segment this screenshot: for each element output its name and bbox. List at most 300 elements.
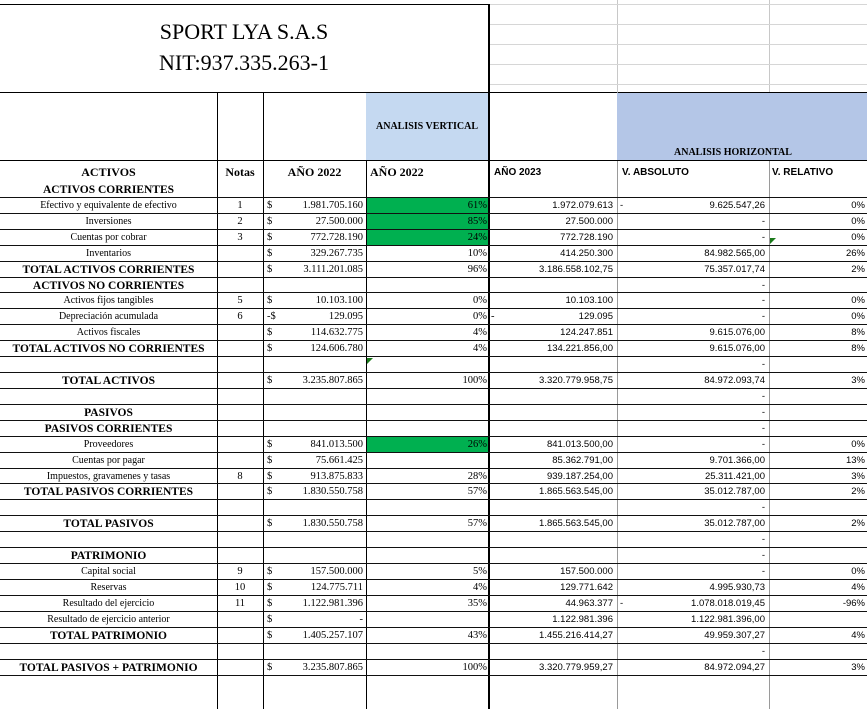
row-label[interactable]: Depreciación acumulada (58, 311, 159, 322)
row-value-2022[interactable]: 75.661.425 (315, 455, 363, 466)
row-vertical-pct[interactable]: 100% (462, 375, 487, 386)
row-rel-variation[interactable]: 0% (851, 439, 865, 450)
row-value-2023[interactable] (490, 501, 613, 515)
row-abs-variation[interactable]: 49.959.307,27 (704, 630, 765, 641)
row-currency[interactable]: $ (267, 486, 273, 497)
row-abs-variation[interactable]: - (761, 439, 765, 450)
row-label[interactable]: TOTAL ACTIVOS CORRIENTES (22, 264, 195, 276)
border-line (0, 261, 867, 262)
row-label[interactable]: Cuentas por pagar (72, 455, 145, 466)
row-label[interactable]: TOTAL ACTIVOS (62, 375, 155, 387)
row-value-2022[interactable]: 10.103.100 (315, 295, 363, 306)
row-notas[interactable] (217, 517, 263, 531)
row-vertical-pct[interactable] (370, 533, 487, 547)
border-line (263, 92, 264, 709)
row-currency[interactable]: $ (267, 295, 273, 306)
row-value-2023[interactable]: 129.095 (578, 311, 613, 322)
row-value-2023[interactable]: 129.771.642 (560, 582, 613, 593)
row-vertical-pct[interactable]: 4% (473, 327, 487, 338)
row-value-2023[interactable] (490, 358, 613, 372)
comment-marker-icon (770, 238, 776, 244)
row-abs-variation[interactable]: 84.972.094,27 (704, 662, 765, 673)
row-value-2023[interactable] (490, 406, 613, 420)
row-vertical-pct[interactable]: 0% (473, 295, 487, 306)
row-abs-variation[interactable]: - (761, 359, 765, 370)
row-notas[interactable] (217, 390, 263, 404)
row-abs-variation[interactable]: 35.012.787,00 (704, 486, 765, 497)
row-vertical-pct[interactable]: 24% (467, 232, 487, 243)
row-label[interactable] (0, 358, 217, 372)
row-value-2023[interactable] (490, 279, 613, 293)
row-rel-variation[interactable]: 3% (851, 471, 865, 482)
row-notas[interactable]: 9 (237, 566, 243, 577)
row-currency[interactable]: $ (267, 662, 273, 673)
row-notas[interactable] (217, 374, 263, 388)
row-value-2022[interactable]: 3.111.201.085 (303, 264, 363, 275)
row-notas[interactable]: 6 (237, 311, 243, 322)
col-header-abs[interactable]: V. ABSOLUTO (622, 167, 689, 178)
row-rel-variation[interactable]: 4% (851, 630, 865, 641)
row-label[interactable]: Capital social (81, 566, 136, 577)
row-value-2023[interactable]: 414.250.300 (560, 248, 613, 259)
row-label[interactable] (0, 501, 217, 515)
row-vertical-pct[interactable]: 5% (473, 566, 487, 577)
row-currency[interactable]: $ (267, 343, 273, 354)
row-negative-sign[interactable]: - (620, 200, 624, 211)
col-header-year-2022[interactable]: AÑO 2022 (287, 165, 342, 179)
row-value-2023[interactable]: 85.362.791,00 (552, 455, 613, 466)
row-value-2022[interactable] (285, 533, 363, 547)
row-label[interactable]: Resultado de ejercicio anterior (47, 614, 170, 625)
row-value-2023[interactable] (490, 183, 613, 197)
row-rel-variation[interactable]: 4% (851, 582, 865, 593)
row-currency[interactable] (267, 422, 287, 436)
row-abs-variation[interactable]: 25.311.421,00 (704, 471, 765, 482)
border-line (0, 372, 867, 373)
row-abs-variation[interactable]: - (761, 311, 765, 322)
row-value-2023[interactable]: 44.963.377 (565, 598, 613, 609)
gridline (769, 0, 770, 93)
row-label[interactable]: Efectivo y equivalente de efectivo (40, 200, 177, 211)
row-rel-variation[interactable]: 0% (851, 232, 865, 243)
border-line (0, 611, 867, 612)
row-negative-sign[interactable]: - (620, 598, 624, 609)
row-abs-variation[interactable]: 4.995.930,73 (709, 582, 765, 593)
border-line (0, 675, 867, 676)
row-rel-variation[interactable]: -96% (842, 598, 865, 609)
row-rel-variation[interactable] (770, 279, 865, 293)
row-label[interactable]: Activos fiscales (76, 327, 141, 338)
row-abs-variation[interactable]: - (761, 280, 765, 291)
row-abs-variation[interactable]: 1.122.981.396,00 (691, 614, 765, 625)
row-notas[interactable] (217, 406, 263, 420)
row-label[interactable]: Inventarios (86, 248, 131, 259)
row-currency[interactable]: $ (267, 439, 273, 450)
border-line (0, 4, 489, 5)
row-value-2023[interactable]: 1.865.563.545,00 (539, 518, 613, 529)
row-notas[interactable] (217, 549, 263, 563)
row-label[interactable]: PATRIMONIO (70, 550, 147, 562)
row-vertical-pct[interactable] (370, 422, 487, 436)
row-vertical-pct[interactable]: 28% (467, 471, 487, 482)
row-value-2023[interactable]: 157.500.000 (560, 566, 613, 577)
row-currency[interactable]: $ (267, 455, 273, 466)
border-line (0, 388, 867, 389)
row-label[interactable]: Resultado del ejercicio (62, 598, 155, 609)
border-line (0, 324, 867, 325)
row-vertical-pct[interactable] (370, 406, 487, 420)
row-label[interactable]: Activos fijos tangibles (63, 295, 154, 306)
row-vertical-pct[interactable]: 100% (462, 662, 487, 673)
row-label[interactable]: TOTAL PATRIMONIO (49, 630, 168, 642)
row-notas[interactable] (217, 358, 263, 372)
border-line (0, 595, 867, 596)
row-abs-variation[interactable]: - (761, 502, 765, 513)
row-vertical-pct[interactable]: 4% (473, 343, 487, 354)
row-value-2023[interactable]: 1.972.079.613 (552, 200, 613, 211)
row-abs-variation[interactable]: - (761, 391, 765, 402)
row-value-2022[interactable] (285, 501, 363, 515)
row-rel-variation[interactable]: 8% (851, 343, 865, 354)
horizontal-analysis-title: ANALISIS HORIZONTAL (674, 147, 792, 158)
row-vertical-pct[interactable] (370, 501, 487, 515)
row-currency[interactable]: $ (267, 471, 273, 482)
row-currency[interactable]: $ (267, 614, 273, 625)
row-rel-variation[interactable] (770, 406, 865, 420)
row-rel-variation[interactable]: 2% (851, 264, 865, 275)
row-value-2023[interactable]: 3.186.558.102,75 (539, 264, 613, 275)
row-label[interactable]: TOTAL PASIVOS (63, 518, 154, 530)
row-rel-variation[interactable]: 2% (851, 486, 865, 497)
row-abs-variation[interactable]: 1.078.018.019,45 (691, 598, 765, 609)
row-label[interactable]: Cuentas por cobrar (70, 232, 147, 243)
border-line (0, 308, 867, 309)
row-notas[interactable] (217, 533, 263, 547)
row-abs-variation[interactable]: 9.625.547,26 (709, 200, 765, 211)
row-notas[interactable]: 3 (237, 232, 243, 243)
row-notas[interactable] (217, 326, 263, 340)
row-vertical-pct[interactable]: 57% (467, 518, 487, 529)
row-value-2023[interactable]: 27.500.000 (565, 216, 613, 227)
row-value-2023[interactable]: 134.221.856,00 (546, 343, 613, 354)
border-line (0, 404, 867, 405)
row-abs-variation[interactable]: - (761, 646, 765, 657)
row-vertical-pct[interactable] (370, 183, 487, 197)
row-rel-variation[interactable]: 3% (851, 662, 865, 673)
row-currency[interactable] (267, 358, 287, 372)
row-rel-variation[interactable]: 0% (851, 311, 865, 322)
row-currency[interactable] (267, 279, 287, 293)
row-rel-variation[interactable]: 0% (851, 200, 865, 211)
row-value-2022[interactable] (285, 183, 363, 197)
row-currency[interactable] (267, 390, 287, 404)
row-value-2023[interactable] (490, 533, 613, 547)
row-currency[interactable] (267, 501, 287, 515)
row-currency[interactable]: $ (267, 264, 273, 275)
row-label[interactable]: TOTAL PASIVOS + PATRIMONIO (19, 662, 198, 674)
row-label[interactable]: Impuestos, gravamenes y tasas (46, 471, 171, 482)
row-rel-variation[interactable]: 0% (851, 566, 865, 577)
row-abs-variation[interactable]: - (761, 566, 765, 577)
row-value-2023[interactable]: 1.865.563.545,00 (539, 486, 613, 497)
row-currency[interactable]: $ (267, 582, 273, 593)
vertical-analysis-title: ANALISIS VERTICAL (376, 121, 478, 132)
company-nit[interactable]: NIT:937.335.263-1 (159, 50, 329, 75)
border-line (0, 468, 867, 469)
row-vertical-pct[interactable]: 96% (467, 264, 487, 275)
row-currency[interactable] (267, 183, 287, 197)
row-vertical-pct[interactable]: 26% (467, 439, 487, 450)
row-currency[interactable]: $ (267, 216, 273, 227)
row-abs-variation[interactable]: - (761, 295, 765, 306)
row-value-2023[interactable]: 1.122.981.396 (552, 614, 613, 625)
row-value-2022[interactable]: 841.013.500 (310, 439, 363, 450)
row-value-2022[interactable]: 772.728.190 (310, 232, 363, 243)
row-value-2023[interactable]: 1.455.216.414,27 (539, 630, 613, 641)
row-value-2022[interactable]: 913.875.833 (310, 471, 363, 482)
row-rel-variation[interactable]: 26% (845, 248, 865, 259)
row-value-2022[interactable]: 1.405.257.107 (302, 630, 363, 641)
col-header-vertical-2022[interactable]: AÑO 2022 (370, 165, 424, 179)
row-rel-variation[interactable]: 0% (851, 295, 865, 306)
border-line (0, 627, 867, 628)
row-abs-variation[interactable]: 35.012.787,00 (704, 518, 765, 529)
border-line (0, 499, 867, 500)
row-vertical-pct[interactable]: 43% (467, 630, 487, 641)
row-abs-variation[interactable]: - (761, 550, 765, 561)
border-line (0, 563, 867, 564)
row-notas[interactable]: 11 (234, 598, 246, 609)
row-notas[interactable] (217, 645, 263, 659)
col-header-rel[interactable]: V. RELATIVO (772, 167, 834, 178)
row-value-2023[interactable]: 772.728.190 (560, 232, 613, 243)
row-value-2022[interactable]: 3.235.807.865 (302, 662, 363, 673)
row-vertical-pct[interactable]: 35% (467, 598, 487, 609)
row-notas[interactable] (217, 454, 263, 468)
row-label[interactable] (0, 533, 217, 547)
row-notas[interactable] (217, 501, 263, 515)
row-rel-variation[interactable] (770, 358, 865, 372)
row-abs-variation[interactable]: - (761, 232, 765, 243)
gridline (617, 0, 618, 93)
row-currency[interactable]: $ (267, 232, 273, 243)
row-vertical-pct[interactable] (370, 279, 487, 293)
row-abs-variation[interactable]: 9.701.366,00 (709, 455, 765, 466)
row-vertical-pct[interactable] (370, 454, 487, 468)
row-vertical-pct[interactable] (370, 613, 487, 627)
row-label[interactable] (0, 390, 217, 404)
row-value-2022[interactable]: 1.122.981.396 (302, 598, 363, 609)
row-rel-variation[interactable]: 8% (851, 327, 865, 338)
row-value-2022[interactable]: 329.267.735 (310, 248, 363, 259)
row-value-2022[interactable]: 124.775.711 (310, 582, 363, 593)
row-rel-variation[interactable]: 2% (851, 518, 865, 529)
row-value-2022[interactable]: 124.606.780 (310, 343, 363, 354)
row-value-2022[interactable]: 129.095 (328, 311, 363, 322)
row-value-2022[interactable] (285, 549, 363, 563)
row-notas[interactable] (217, 661, 263, 675)
row-label[interactable]: TOTAL PASIVOS CORRIENTES (23, 486, 194, 498)
row-value-2022[interactable]: 1.830.550.758 (302, 486, 363, 497)
row-currency[interactable]: $ (267, 598, 273, 609)
row-notas[interactable] (217, 183, 263, 197)
row-value-2022[interactable]: 1.830.550.758 (302, 518, 363, 529)
row-vertical-pct[interactable] (370, 358, 487, 372)
row-vertical-pct[interactable] (370, 390, 487, 404)
col-header-year-2023[interactable]: AÑO 2023 (494, 167, 542, 178)
row-currency[interactable]: $ (267, 375, 273, 386)
row-rel-variation[interactable] (770, 183, 865, 197)
row-notas[interactable] (217, 422, 263, 436)
row-currency[interactable] (267, 645, 287, 659)
row-abs-variation[interactable]: - (761, 216, 765, 227)
row-notas[interactable] (217, 342, 263, 356)
row-currency[interactable]: $ (267, 200, 273, 211)
row-abs-variation[interactable]: 84.982.565,00 (704, 248, 765, 259)
row-value-2022[interactable]: 157.500.000 (310, 566, 363, 577)
border-line (0, 452, 867, 453)
row-notas[interactable]: 2 (237, 216, 243, 227)
row-value-2022[interactable] (285, 406, 363, 420)
row-value-2023[interactable]: 10.103.100 (565, 295, 613, 306)
row-value-2022[interactable]: 1.981.705.160 (302, 200, 363, 211)
gridline (489, 4, 867, 5)
row-vertical-pct[interactable]: 85% (467, 216, 487, 227)
row-rel-variation[interactable] (770, 533, 865, 547)
row-rel-variation[interactable]: 3% (851, 375, 865, 386)
row-value-2023[interactable]: 841.013.500,00 (546, 439, 613, 450)
gridline (489, 24, 867, 25)
row-vertical-pct[interactable] (370, 549, 487, 563)
row-notas[interactable] (217, 438, 263, 452)
border-line (0, 340, 867, 341)
border-line (0, 420, 867, 421)
row-value-2023[interactable] (490, 422, 613, 436)
row-value-2022[interactable]: 114.632.775 (310, 327, 363, 338)
row-vertical-pct[interactable]: 0% (473, 311, 487, 322)
row-negative-sign[interactable]: - (491, 311, 495, 322)
row-label[interactable]: ACTIVOS NO CORRIENTES (32, 280, 185, 292)
row-currency[interactable] (267, 533, 287, 547)
border-line (0, 277, 867, 278)
row-rel-variation[interactable] (770, 613, 865, 627)
row-rel-variation[interactable]: 0% (851, 216, 865, 227)
row-vertical-pct[interactable] (370, 645, 487, 659)
row-rel-variation[interactable]: 13% (845, 455, 865, 466)
row-abs-variation[interactable]: - (761, 534, 765, 545)
border-line (0, 515, 867, 516)
row-notas[interactable] (217, 247, 263, 261)
row-currency[interactable] (267, 406, 287, 420)
row-vertical-pct[interactable]: 57% (467, 486, 487, 497)
row-abs-variation[interactable]: 9.615.076,00 (709, 327, 765, 338)
row-label[interactable]: Inversiones (85, 216, 132, 227)
row-abs-variation[interactable]: - (761, 407, 765, 418)
row-value-2023[interactable] (490, 645, 613, 659)
row-label[interactable]: Proveedores (83, 439, 134, 450)
border-line (366, 92, 367, 709)
row-vertical-pct[interactable]: 10% (467, 248, 487, 259)
row-label[interactable]: PASIVOS (84, 407, 133, 419)
gridline (489, 84, 867, 85)
row-value-2022[interactable] (285, 390, 363, 404)
row-vertical-pct[interactable]: 4% (473, 582, 487, 593)
row-notas[interactable] (217, 263, 263, 277)
row-currency[interactable]: $ (267, 566, 273, 577)
row-rel-variation[interactable] (770, 501, 865, 515)
row-notas[interactable] (217, 485, 263, 499)
row-value-2023[interactable]: 124.247.851 (560, 327, 613, 338)
border-line (0, 245, 867, 246)
row-currency[interactable]: $ (267, 630, 273, 641)
border-line (0, 160, 867, 161)
row-value-2022[interactable]: - (359, 614, 363, 625)
row-currency[interactable]: $ (267, 327, 273, 338)
row-value-2023[interactable]: 3.320.779.959,27 (539, 662, 613, 673)
row-rel-variation[interactable] (770, 390, 865, 404)
row-notas[interactable] (217, 613, 263, 627)
row-label[interactable]: PASIVOS CORRIENTES (44, 423, 173, 435)
row-currency[interactable]: $ (267, 248, 273, 259)
row-abs-variation[interactable]: 75.357.017,74 (704, 264, 765, 275)
row-currency[interactable]: $ (267, 518, 273, 529)
border-line (0, 643, 867, 644)
company-name[interactable]: SPORT LYA S.A.S (159, 19, 329, 44)
row-label[interactable]: Reservas (90, 582, 127, 593)
col-header-notas[interactable]: Notas (225, 165, 255, 179)
row-label[interactable]: ACTIVOS CORRIENTES (42, 184, 175, 196)
row-value-2023[interactable]: 3.320.779.958,75 (539, 375, 613, 386)
row-rel-variation[interactable] (770, 645, 865, 659)
row-value-2022[interactable] (285, 279, 363, 293)
row-rel-variation[interactable] (770, 549, 865, 563)
gridline (489, 64, 867, 65)
gridline (489, 44, 867, 45)
row-currency[interactable] (267, 549, 287, 563)
row-vertical-pct[interactable]: 61% (467, 200, 487, 211)
row-notas[interactable]: 8 (237, 471, 243, 482)
border-line (0, 356, 867, 357)
row-notas[interactable]: 10 (234, 582, 246, 593)
row-value-2023[interactable] (490, 390, 613, 404)
border-line (0, 531, 867, 532)
row-abs-variation[interactable]: 84.972.093,74 (704, 375, 765, 386)
row-notas[interactable]: 5 (237, 295, 243, 306)
row-value-2022[interactable] (285, 358, 363, 372)
row-abs-variation[interactable]: 9.615.076,00 (709, 343, 765, 354)
row-value-2022[interactable] (285, 422, 363, 436)
row-label[interactable] (0, 645, 217, 659)
row-notas[interactable]: 1 (237, 200, 243, 211)
border-line (0, 547, 867, 548)
row-value-2022[interactable]: 3.235.807.865 (302, 375, 363, 386)
row-currency[interactable]: -$ (267, 311, 276, 322)
row-abs-variation[interactable]: - (761, 423, 765, 434)
row-value-2023[interactable] (490, 549, 613, 563)
row-abs-variation[interactable] (618, 183, 765, 197)
row-value-2023[interactable]: 939.187.254,00 (546, 471, 613, 482)
row-notas[interactable] (217, 279, 263, 293)
row-rel-variation[interactable] (770, 422, 865, 436)
row-label[interactable]: TOTAL ACTIVOS NO CORRIENTES (12, 343, 205, 355)
border-line (0, 659, 867, 660)
border-line (0, 579, 867, 580)
row-value-2022[interactable] (285, 645, 363, 659)
row-notas[interactable] (217, 629, 263, 643)
row-value-2022[interactable]: 27.500.000 (315, 216, 363, 227)
comment-marker-icon (367, 358, 373, 364)
col-header-activos[interactable]: ACTIVOS (81, 165, 136, 179)
